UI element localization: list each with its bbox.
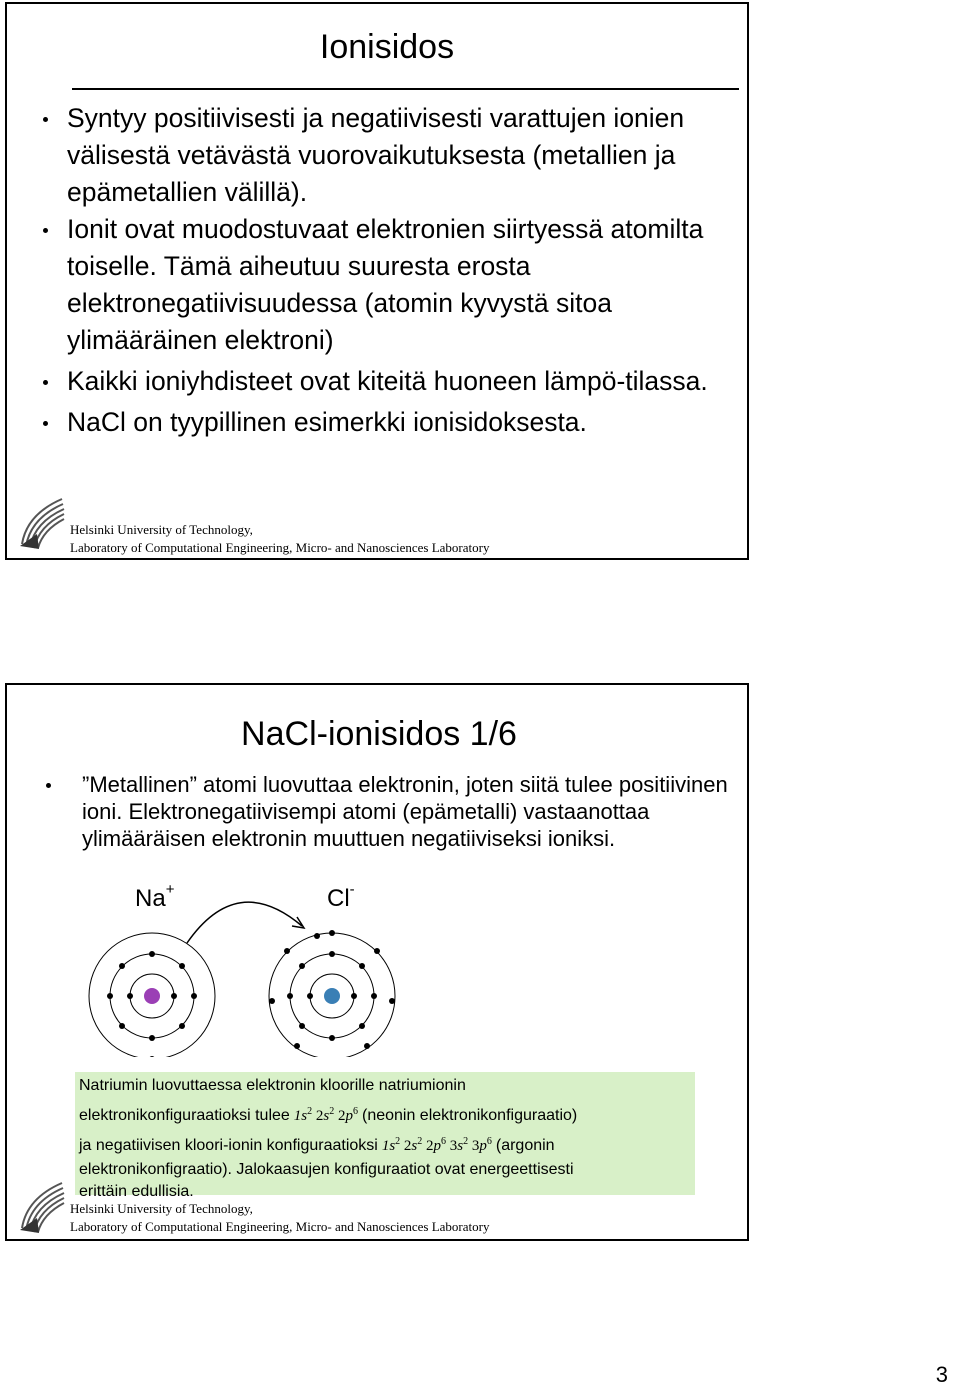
bullet-icon [43, 228, 48, 233]
argon-configuration-formula: $1s^2$ $2s^2$ $2p^6$ $3s^2$ $3p^6$ [381, 1136, 492, 1154]
slide-title: Ionisidos [319, 28, 455, 66]
university-logo-icon [17, 494, 67, 549]
sodium-atom [89, 933, 215, 1057]
list-item: Kaikki ioniyhdisteet ovat kiteitä huoneen lämpö-tilassa. [67, 363, 727, 400]
transfer-arrow [187, 902, 302, 943]
page-number: 3 [935, 1362, 948, 1387]
bullet-list [67, 100, 727, 441]
bullet-icon [46, 783, 51, 788]
bullet-icon [43, 117, 48, 122]
chloride-ion-label: Cl- [327, 881, 355, 912]
chlorine-atom [269, 930, 395, 1057]
list-item: Syntyy positiivisesti ja negatiivisesti varattujen ionien välisestä vetävästä vuorovaikutuksesta (metallien ja epämetallien välillä). [67, 100, 727, 211]
bullet-clip [7, 685, 747, 878]
list-item: NaCl on tyypillinen esimerkki ionisidoksesta. [67, 404, 727, 441]
slide-nacl-ionisidos [5, 683, 749, 1241]
footer: Helsinki University of Technology, Laboratory of Computational Engineering, Micro- and Nanosciences Laboratory [70, 522, 490, 555]
neon-configuration-formula: $1s^2$ $2s^2$ $2p^6$ [293, 1106, 358, 1124]
bullet-list [82, 771, 732, 852]
university-logo-icon [17, 1178, 67, 1233]
slide-title: NaCl-ionisidos 1/6 [241, 715, 517, 753]
title-rule [72, 88, 739, 90]
list-item: ”Metallinen” atomi luovuttaa elektronin, joten siitä tulee positiivinen ioni. Elektronegatiivisempi atomi (epämetalli) vastaanottaa ylimääräisen elektronin muuttuen negatiiviseksi ioniksi. [82, 771, 732, 852]
slide-ionisidos [5, 2, 749, 560]
sodium-ion-label: Na+ [135, 881, 175, 912]
note-text: Natriumin luovuttaessa elektronin kloorille natriumionin elektronikonfiguraatioksi tulee $1s^2$ $2s^2$ $2p^6$ (neonin elektronikonfiguraatio) ja negatiivisen kloori-ionin konfiguraatioksi $1s^2$ $2s^2$ $2p^6$ $3s^2$ $3p^6$ (argonin elektronikonfigraatio). Jalokaasujen konfiguraatiot ovat energeettisesti erittäin edullisia. [79, 1077, 578, 1200]
list-item: Ionit ovat muodostuvaat elektronien siirtyessä atomilta toiselle. Tämä aiheutuu suuresta erosta elektronegatiivisuudessa (atomin kyvystä sitoa ylimääräinen elektroni) [67, 211, 727, 359]
footer: Helsinki University of Technology, Laboratory of Computational Engineering, Micro- and Nanosciences Laboratory [70, 1201, 490, 1234]
bullet-icon [43, 421, 48, 426]
bullet-icon [43, 380, 48, 385]
